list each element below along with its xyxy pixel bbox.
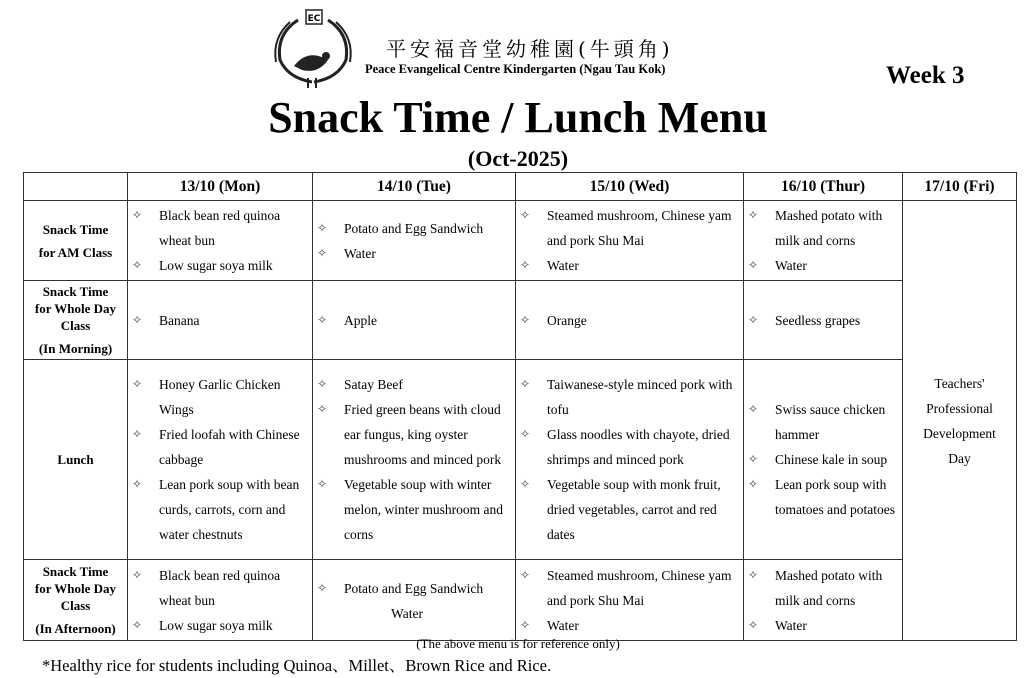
rice-note: *Healthy rice for students including Quinoa、Millet、Brown Rice and Rice. bbox=[42, 656, 552, 675]
menu-cell bbox=[744, 201, 903, 281]
list-item: ✧ Water bbox=[746, 253, 899, 278]
list-item: ✧ Mashed potato with milk and corns bbox=[746, 563, 899, 613]
bullet-icon: ✧ bbox=[132, 377, 143, 391]
list-item: ✧ Steamed mushroom, Chinese yam and pork Shu Mai bbox=[518, 203, 740, 253]
menu-cell bbox=[744, 281, 903, 360]
list-item: ✧ Water bbox=[315, 241, 512, 266]
bullet-icon: ✧ bbox=[317, 581, 328, 595]
list-item: ✧ Banana bbox=[130, 308, 309, 333]
list-item: ✧ Water bbox=[518, 253, 740, 278]
school-name-en: Peace Evangelical Centre Kindergarten (Ngau Tau Kok) bbox=[365, 62, 666, 76]
menu-table bbox=[23, 172, 1017, 641]
list-item: ✧ Lean pork soup with tomatoes and potatoes bbox=[746, 472, 899, 522]
week-label: Week 3 bbox=[886, 62, 965, 89]
bullet-icon: ✧ bbox=[748, 258, 759, 272]
bullet-icon: ✧ bbox=[520, 477, 531, 491]
header-row bbox=[24, 173, 1017, 201]
bullet-icon: ✧ bbox=[748, 312, 759, 327]
menu-cell bbox=[744, 360, 903, 560]
menu-cell bbox=[313, 360, 516, 560]
list-item: ✧ Orange bbox=[518, 308, 740, 333]
day-header: 15/10 (Wed) bbox=[516, 173, 744, 201]
menu-cell bbox=[744, 560, 903, 641]
page-title: Snack Time / Lunch Menu bbox=[268, 93, 768, 142]
friday-note: Teachers' Professional Development Day bbox=[903, 201, 1017, 641]
list-item: ✧ Mashed potato with milk and corns bbox=[746, 203, 899, 253]
menu-cell bbox=[516, 201, 744, 281]
day-header: 16/10 (Thur) bbox=[744, 173, 903, 201]
menu-cell bbox=[516, 560, 744, 641]
table-row bbox=[24, 281, 1017, 360]
bullet-icon: ✧ bbox=[132, 312, 143, 327]
bullet-icon: ✧ bbox=[520, 258, 531, 272]
bullet-icon: ✧ bbox=[748, 567, 759, 582]
menu-cell bbox=[516, 360, 744, 560]
list-item: ✧ Black bean red quinoa wheat bun bbox=[130, 563, 309, 613]
list-item: ✧ Potato and Egg Sandwich bbox=[315, 576, 512, 601]
bullet-icon: ✧ bbox=[132, 427, 143, 441]
bullet-icon: ✧ bbox=[317, 402, 328, 416]
bullet-icon: ✧ bbox=[317, 377, 328, 391]
bullet-icon: ✧ bbox=[132, 617, 143, 632]
bullet-icon: ✧ bbox=[132, 477, 143, 491]
list-item: ✧ Honey Garlic Chicken Wings bbox=[130, 372, 309, 422]
list-item: ✧ Water bbox=[746, 613, 899, 638]
svg-text:EC: EC bbox=[307, 14, 321, 24]
bullet-icon: ✧ bbox=[317, 477, 328, 491]
list-item: ✧ Swiss sauce chicken hammer bbox=[746, 397, 899, 447]
day-header: 17/10 (Fri) bbox=[903, 173, 1017, 201]
list-item: ✧ Apple bbox=[315, 308, 512, 333]
list-item: ✧ Steamed mushroom, Chinese yam and pork Shu Mai bbox=[518, 563, 740, 613]
menu-month: (Oct-2025) bbox=[467, 146, 569, 171]
list-item: ✧ Glass noodles with chayote, dried shrimps and minced pork bbox=[518, 422, 740, 472]
row-header-afternoon: Snack Time for Whole Day Class (In Afternoon) bbox=[24, 560, 128, 641]
menu-cell bbox=[128, 281, 313, 360]
bullet-icon: ✧ bbox=[520, 208, 531, 222]
list-item: ✧ Fried loofah with Chinese cabbage bbox=[130, 422, 309, 472]
row-header-am: Snack Time for AM Class bbox=[24, 201, 128, 281]
list-item: ✧ Satay Beef bbox=[315, 372, 512, 397]
bullet-icon: ✧ bbox=[520, 567, 531, 582]
list-item: ✧ Water bbox=[518, 613, 740, 638]
row-header-lunch: Lunch bbox=[24, 360, 128, 560]
menu-cell bbox=[313, 201, 516, 281]
list-item: ✧ Lean pork soup with bean curds, carrots, corn and water chestnuts bbox=[130, 472, 309, 547]
menu-cell bbox=[516, 281, 744, 360]
list-item: ✧ Vegetable soup with monk fruit, dried vegetables, carrot and red dates bbox=[518, 472, 740, 547]
bullet-icon: ✧ bbox=[132, 208, 143, 222]
table-row bbox=[24, 560, 1017, 641]
bullet-icon: ✧ bbox=[317, 312, 328, 327]
list-item: ✧ Taiwanese-style minced pork with tofu bbox=[518, 372, 740, 422]
list-item: ✧ Vegetable soup with winter melon, winter mushroom and corns bbox=[315, 472, 512, 547]
list-item: ✧ Seedless grapes bbox=[746, 308, 899, 333]
list-item: ✧ Fried green beans with cloud ear fungus, king oyster mushrooms and minced pork bbox=[315, 397, 512, 472]
table-row bbox=[24, 201, 1017, 281]
menu-cell bbox=[128, 201, 313, 281]
menu-cell bbox=[128, 360, 313, 560]
menu-item-water: Water bbox=[391, 606, 423, 621]
bullet-icon: ✧ bbox=[520, 427, 531, 441]
bullet-icon: ✧ bbox=[748, 208, 759, 222]
list-item: ✧ Low sugar soya milk bbox=[130, 253, 309, 278]
school-logo bbox=[268, 8, 358, 90]
bullet-icon: ✧ bbox=[520, 312, 531, 327]
day-header: 13/10 (Mon) bbox=[128, 173, 313, 201]
bullet-icon: ✧ bbox=[748, 617, 759, 632]
row-header-morning: Snack Time for Whole Day Class (In Morning) bbox=[24, 281, 128, 360]
bullet-icon: ✧ bbox=[132, 567, 143, 582]
bullet-icon: ✧ bbox=[748, 452, 759, 466]
bullet-icon: ✧ bbox=[132, 258, 143, 272]
bullet-icon: ✧ bbox=[520, 617, 531, 632]
day-header: 14/10 (Tue) bbox=[313, 173, 516, 201]
list-item: ✧ Low sugar soya milk bbox=[130, 613, 309, 638]
corner-cell bbox=[24, 173, 128, 201]
menu-cell bbox=[313, 281, 516, 360]
bullet-icon: ✧ bbox=[748, 402, 759, 416]
list-item: ✧ Chinese kale in soup bbox=[746, 447, 899, 472]
menu-cell bbox=[128, 560, 313, 641]
bullet-icon: ✧ bbox=[317, 220, 328, 235]
list-item: ✧ Black bean red quinoa wheat bun bbox=[130, 203, 309, 253]
bullet-icon: ✧ bbox=[317, 245, 328, 260]
table-row bbox=[24, 360, 1017, 560]
reference-note: (The above menu is for reference only) bbox=[416, 636, 620, 651]
menu-cell bbox=[313, 560, 516, 641]
school-name-cn: 平安福音堂幼稚園(牛頭角) bbox=[386, 37, 674, 61]
list-item: ✧ Potato and Egg Sandwich bbox=[315, 216, 512, 241]
bullet-icon: ✧ bbox=[520, 377, 531, 391]
bullet-icon: ✧ bbox=[748, 477, 759, 491]
